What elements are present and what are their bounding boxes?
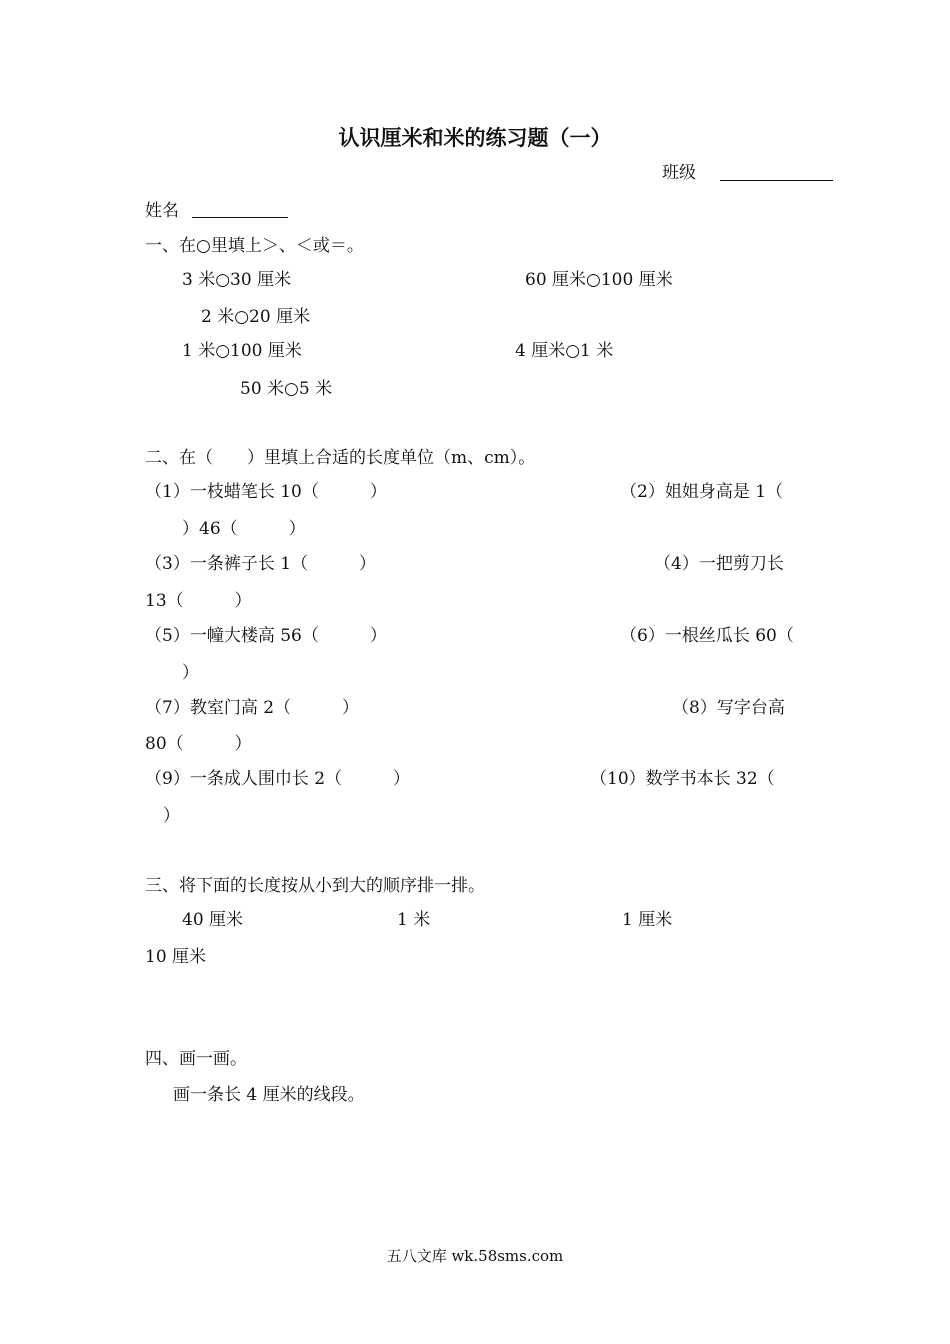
drawing-instruction: 画一条长 4 厘米的线段。 bbox=[173, 1085, 365, 1105]
unit-question-cont: 80（ ） bbox=[145, 734, 252, 754]
unit-question: （4）一把剪刀长 bbox=[654, 554, 784, 574]
length-item: 1 厘米 bbox=[622, 910, 673, 930]
unit-question-cont: 13（ ） bbox=[145, 591, 252, 611]
unit-question: （8）写字台高 bbox=[672, 698, 785, 718]
length-item: 10 厘米 bbox=[145, 947, 207, 967]
unit-question: （10）数学书本长 32（ bbox=[590, 769, 775, 789]
section-2-heading: 二、在（ ）里填上合适的长度单位（m、cm）。 bbox=[145, 448, 536, 468]
length-item: 1 米 bbox=[397, 910, 431, 930]
page-title: 认识厘米和米的练习题（一） bbox=[338, 125, 612, 150]
section-1-heading: 一、在○里填上＞、＜或＝。 bbox=[145, 236, 364, 256]
unit-question: （9）一条成人围巾长 2（ ） bbox=[145, 769, 411, 789]
section-4-heading: 四、画一画。 bbox=[145, 1049, 247, 1069]
length-item: 40 厘米 bbox=[182, 910, 244, 930]
unit-question-cont: ） bbox=[182, 663, 199, 683]
footer-watermark: 五八文库 wk.58sms.com bbox=[386, 1247, 564, 1265]
compare-item: 4 厘米○1 米 bbox=[515, 341, 614, 361]
name-blank[interactable] bbox=[192, 217, 288, 218]
compare-item: 1 米○100 厘米 bbox=[182, 341, 302, 361]
class-label: 班级 bbox=[662, 163, 696, 183]
class-blank[interactable] bbox=[720, 180, 833, 181]
unit-question: （5）一幢大楼高 56（ ） bbox=[145, 626, 387, 646]
section-3-heading: 三、将下面的长度按从小到大的顺序排一排。 bbox=[145, 876, 485, 896]
compare-item: 2 米○20 厘米 bbox=[201, 307, 311, 327]
compare-item: 60 厘米○100 厘米 bbox=[525, 270, 673, 290]
unit-question-cont: ）46（ ） bbox=[182, 519, 306, 539]
unit-question: （1）一枝蜡笔长 10（ ） bbox=[145, 482, 387, 502]
unit-question: （6）一根丝瓜长 60（ bbox=[620, 626, 794, 646]
name-label: 姓名 bbox=[145, 201, 179, 221]
unit-question: （3）一条裤子长 1（ ） bbox=[145, 554, 377, 574]
unit-question: （2）姐姐身高是 1（ bbox=[620, 482, 784, 502]
compare-item: 3 米○30 厘米 bbox=[182, 270, 292, 290]
unit-question: （7）教室门高 2（ ） bbox=[145, 698, 360, 718]
unit-question-cont: ） bbox=[163, 806, 180, 826]
compare-item: 50 米○5 米 bbox=[240, 379, 333, 399]
